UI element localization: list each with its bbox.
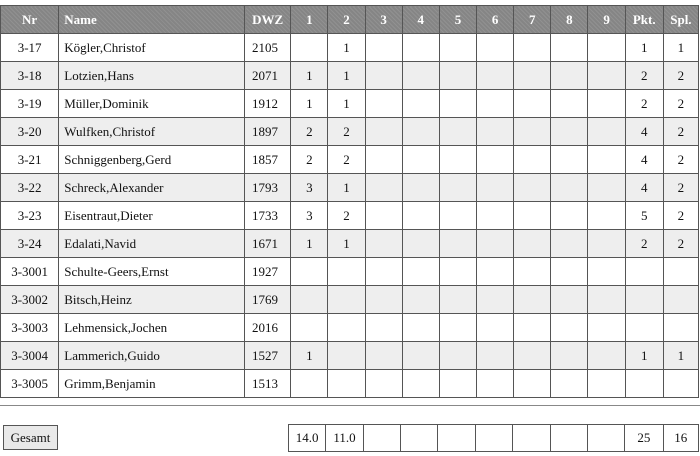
round-cell xyxy=(588,174,625,202)
points-cell: 2 xyxy=(625,90,663,118)
table-row xyxy=(1,314,699,342)
table-row xyxy=(1,202,699,230)
round-cell xyxy=(402,314,439,342)
player-name: Bitsch,Heinz xyxy=(59,286,245,314)
column-header: 3 xyxy=(365,6,402,34)
round-cell xyxy=(551,314,588,342)
round-cell: 1 xyxy=(328,62,365,90)
round-cell xyxy=(328,258,365,286)
round-cell xyxy=(365,62,402,90)
round-cell xyxy=(588,258,625,286)
total-round-cell: 14.0 xyxy=(289,425,326,452)
round-cell xyxy=(402,90,439,118)
round-cell xyxy=(551,342,588,370)
player-name: Schreck,Alexander xyxy=(59,174,245,202)
round-cell xyxy=(514,314,551,342)
round-cell xyxy=(477,230,514,258)
round-cell xyxy=(365,90,402,118)
table-header xyxy=(1,6,699,34)
round-cell xyxy=(402,202,439,230)
round-cell xyxy=(477,34,514,62)
games-cell: 2 xyxy=(663,118,698,146)
round-cell xyxy=(588,202,625,230)
round-cell xyxy=(439,62,476,90)
player-name: Schulte-Geers,Ernst xyxy=(59,258,245,286)
round-cell xyxy=(477,286,514,314)
round-cell xyxy=(365,370,402,398)
round-cell xyxy=(439,314,476,342)
round-cell xyxy=(439,90,476,118)
total-round-cell xyxy=(550,425,587,452)
player-dwz: 1927 xyxy=(245,258,291,286)
total-round-cell xyxy=(438,425,475,452)
totals-row xyxy=(289,425,699,452)
round-cell: 2 xyxy=(328,146,365,174)
round-cell xyxy=(588,118,625,146)
round-cell xyxy=(477,62,514,90)
round-cell xyxy=(514,174,551,202)
round-cell xyxy=(439,174,476,202)
round-cell xyxy=(477,342,514,370)
round-cell xyxy=(514,370,551,398)
round-cell: 1 xyxy=(291,342,328,370)
round-cell xyxy=(588,286,625,314)
table-row xyxy=(1,90,699,118)
table-row xyxy=(1,34,699,62)
total-round-cell xyxy=(363,425,400,452)
player-dwz: 1527 xyxy=(245,342,291,370)
column-header: 8 xyxy=(551,6,588,34)
column-header: 9 xyxy=(588,6,625,34)
player-dwz: 2105 xyxy=(245,34,291,62)
round-cell: 2 xyxy=(328,202,365,230)
games-cell: 2 xyxy=(663,62,698,90)
round-cell xyxy=(477,202,514,230)
round-cell xyxy=(551,258,588,286)
player-name: Grimm,Benjamin xyxy=(59,370,245,398)
round-cell xyxy=(402,62,439,90)
round-cell: 1 xyxy=(291,230,328,258)
points-cell: 4 xyxy=(625,174,663,202)
table-row xyxy=(1,118,699,146)
points-cell: 1 xyxy=(625,34,663,62)
player-nr: 3-17 xyxy=(1,34,59,62)
round-cell: 1 xyxy=(328,34,365,62)
divider xyxy=(0,405,700,406)
round-cell xyxy=(365,286,402,314)
round-cell xyxy=(402,174,439,202)
round-cell xyxy=(477,314,514,342)
column-header: 2 xyxy=(328,6,365,34)
round-cell xyxy=(551,230,588,258)
games-cell xyxy=(663,370,698,398)
round-cell xyxy=(551,62,588,90)
round-cell: 3 xyxy=(291,202,328,230)
round-cell: 2 xyxy=(291,146,328,174)
player-name: Müller,Dominik xyxy=(59,90,245,118)
round-cell: 1 xyxy=(328,90,365,118)
round-cell xyxy=(365,118,402,146)
player-name: Lotzien,Hans xyxy=(59,62,245,90)
player-nr: 3-3003 xyxy=(1,314,59,342)
player-nr: 3-20 xyxy=(1,118,59,146)
round-cell xyxy=(365,34,402,62)
round-cell xyxy=(439,342,476,370)
player-nr: 3-18 xyxy=(1,62,59,90)
round-cell xyxy=(402,34,439,62)
player-dwz: 1769 xyxy=(245,286,291,314)
round-cell xyxy=(514,118,551,146)
round-cell xyxy=(551,34,588,62)
round-cell xyxy=(588,342,625,370)
totals-table xyxy=(288,424,699,452)
column-header: Pkt. xyxy=(625,6,663,34)
round-cell xyxy=(439,258,476,286)
round-cell xyxy=(402,370,439,398)
games-cell xyxy=(663,258,698,286)
player-dwz: 1671 xyxy=(245,230,291,258)
round-cell xyxy=(328,286,365,314)
column-header: DWZ xyxy=(245,6,291,34)
column-header: 4 xyxy=(402,6,439,34)
player-name: Kögler,Christof xyxy=(59,34,245,62)
round-cell xyxy=(477,174,514,202)
points-cell: 5 xyxy=(625,202,663,230)
player-nr: 3-19 xyxy=(1,90,59,118)
round-cell xyxy=(588,370,625,398)
round-cell: 2 xyxy=(328,118,365,146)
round-cell xyxy=(402,342,439,370)
games-cell: 2 xyxy=(663,230,698,258)
player-dwz: 1513 xyxy=(245,370,291,398)
round-cell xyxy=(551,286,588,314)
round-cell xyxy=(514,90,551,118)
points-cell xyxy=(625,314,663,342)
round-cell xyxy=(551,118,588,146)
round-cell: 1 xyxy=(328,174,365,202)
total-points-cell: 25 xyxy=(625,425,663,452)
round-cell xyxy=(365,230,402,258)
games-cell xyxy=(663,314,698,342)
player-nr: 3-24 xyxy=(1,230,59,258)
round-cell: 3 xyxy=(291,174,328,202)
player-name: Edalati,Navid xyxy=(59,230,245,258)
header-row xyxy=(1,6,699,34)
round-cell xyxy=(551,370,588,398)
table-row xyxy=(1,342,699,370)
player-nr: 3-3002 xyxy=(1,286,59,314)
round-cell xyxy=(588,146,625,174)
table-row xyxy=(1,258,699,286)
round-cell: 1 xyxy=(328,230,365,258)
total-games-cell: 16 xyxy=(663,425,698,452)
player-name: Lammerich,Guido xyxy=(59,342,245,370)
games-cell: 2 xyxy=(663,202,698,230)
round-cell xyxy=(439,146,476,174)
round-cell xyxy=(328,370,365,398)
round-cell xyxy=(291,370,328,398)
round-cell xyxy=(551,202,588,230)
round-cell xyxy=(477,146,514,174)
column-header: Nr xyxy=(1,6,59,34)
points-cell: 2 xyxy=(625,230,663,258)
player-dwz: 1857 xyxy=(245,146,291,174)
points-cell xyxy=(625,370,663,398)
player-nr: 3-3004 xyxy=(1,342,59,370)
games-cell: 2 xyxy=(663,174,698,202)
games-cell: 2 xyxy=(663,90,698,118)
player-nr: 3-21 xyxy=(1,146,59,174)
round-cell xyxy=(439,202,476,230)
round-cell xyxy=(291,34,328,62)
round-cell xyxy=(402,286,439,314)
round-cell xyxy=(551,90,588,118)
total-round-cell: 11.0 xyxy=(326,425,363,452)
player-nr: 3-22 xyxy=(1,174,59,202)
points-cell: 4 xyxy=(625,118,663,146)
player-dwz: 1793 xyxy=(245,174,291,202)
round-cell xyxy=(551,146,588,174)
games-cell: 1 xyxy=(663,342,698,370)
team-results-table xyxy=(0,5,699,398)
total-round-cell xyxy=(587,425,624,452)
table-row xyxy=(1,174,699,202)
games-cell xyxy=(663,286,698,314)
round-cell xyxy=(439,370,476,398)
round-cell xyxy=(514,258,551,286)
round-cell xyxy=(588,62,625,90)
round-cell xyxy=(402,118,439,146)
table-row xyxy=(1,62,699,90)
round-cell xyxy=(402,146,439,174)
round-cell xyxy=(439,286,476,314)
round-cell xyxy=(439,118,476,146)
player-nr: 3-3005 xyxy=(1,370,59,398)
points-cell xyxy=(625,286,663,314)
table-row xyxy=(1,146,699,174)
games-cell: 2 xyxy=(663,146,698,174)
round-cell xyxy=(365,342,402,370)
player-dwz: 2071 xyxy=(245,62,291,90)
table-row xyxy=(1,230,699,258)
round-cell xyxy=(477,370,514,398)
round-cell xyxy=(365,202,402,230)
round-cell xyxy=(477,118,514,146)
round-cell xyxy=(514,286,551,314)
table-body xyxy=(1,34,699,398)
round-cell xyxy=(588,90,625,118)
round-cell xyxy=(439,230,476,258)
round-cell xyxy=(588,230,625,258)
round-cell xyxy=(514,146,551,174)
round-cell xyxy=(514,230,551,258)
points-cell xyxy=(625,258,663,286)
round-cell xyxy=(291,258,328,286)
round-cell: 2 xyxy=(291,118,328,146)
column-header: 5 xyxy=(439,6,476,34)
player-dwz: 1897 xyxy=(245,118,291,146)
player-dwz: 1733 xyxy=(245,202,291,230)
round-cell xyxy=(291,314,328,342)
round-cell xyxy=(588,34,625,62)
table-row xyxy=(1,286,699,314)
column-header: 1 xyxy=(291,6,328,34)
round-cell xyxy=(588,314,625,342)
round-cell xyxy=(514,34,551,62)
player-nr: 3-23 xyxy=(1,202,59,230)
round-cell xyxy=(402,230,439,258)
round-cell xyxy=(291,286,328,314)
total-round-cell xyxy=(513,425,550,452)
round-cell xyxy=(365,258,402,286)
round-cell xyxy=(365,174,402,202)
player-name: Schniggenberg,Gerd xyxy=(59,146,245,174)
round-cell xyxy=(365,314,402,342)
games-cell: 1 xyxy=(663,34,698,62)
table-row xyxy=(1,370,699,398)
total-round-cell xyxy=(401,425,438,452)
round-cell xyxy=(328,314,365,342)
column-header: 7 xyxy=(514,6,551,34)
column-header: Name xyxy=(59,6,245,34)
round-cell xyxy=(514,342,551,370)
points-cell: 2 xyxy=(625,62,663,90)
player-nr: 3-3001 xyxy=(1,258,59,286)
round-cell xyxy=(551,174,588,202)
player-dwz: 1912 xyxy=(245,90,291,118)
gesamt-button[interactable]: Gesamt xyxy=(3,425,58,450)
round-cell: 1 xyxy=(291,62,328,90)
round-cell xyxy=(365,146,402,174)
player-name: Lehmensick,Jochen xyxy=(59,314,245,342)
round-cell xyxy=(328,342,365,370)
round-cell xyxy=(514,62,551,90)
player-name: Eisentraut,Dieter xyxy=(59,202,245,230)
total-round-cell xyxy=(475,425,512,452)
player-dwz: 2016 xyxy=(245,314,291,342)
points-cell: 4 xyxy=(625,146,663,174)
column-header: Spl. xyxy=(663,6,698,34)
round-cell xyxy=(402,258,439,286)
player-name: Wulfken,Christof xyxy=(59,118,245,146)
round-cell xyxy=(439,34,476,62)
round-cell xyxy=(477,258,514,286)
round-cell xyxy=(477,90,514,118)
column-header: 6 xyxy=(477,6,514,34)
round-cell xyxy=(514,202,551,230)
points-cell: 1 xyxy=(625,342,663,370)
round-cell: 1 xyxy=(291,90,328,118)
